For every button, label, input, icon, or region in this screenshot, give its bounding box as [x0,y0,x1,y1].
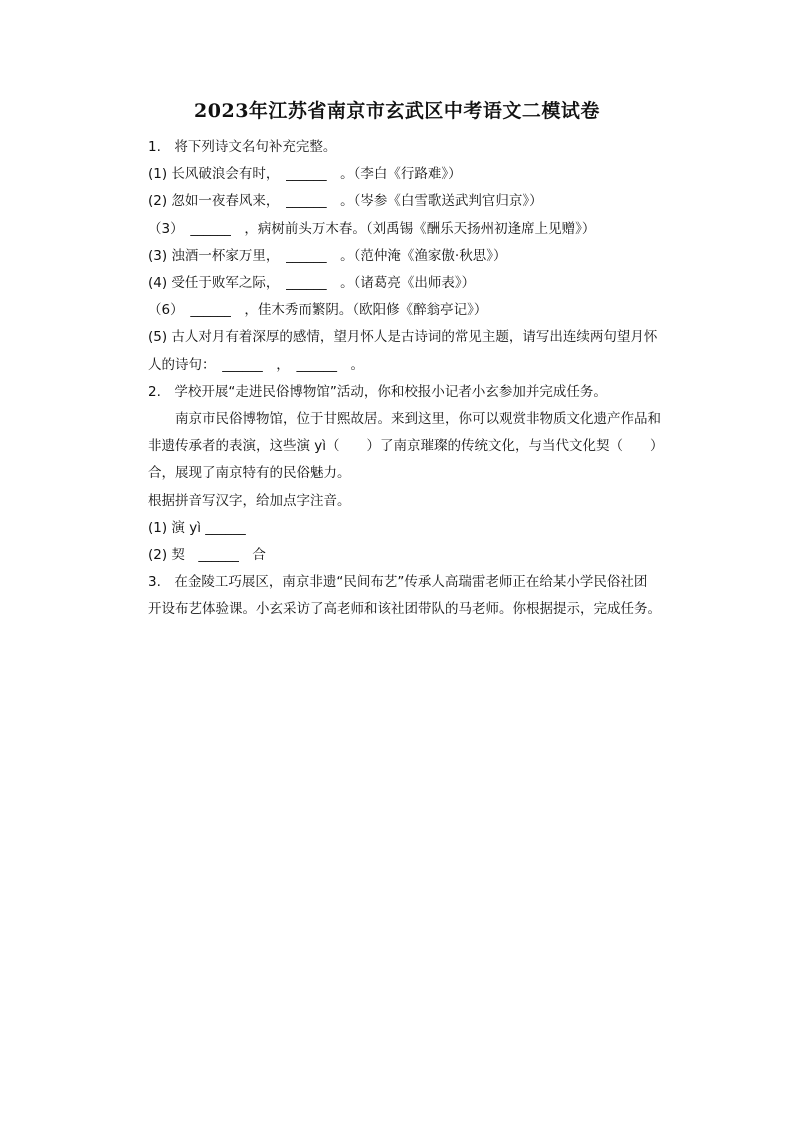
text-line: (2) 忽如一夜春风来， ______ 。（岑参《白雪歌送武判官归京》） [148,193,543,210]
text-line: (1) 演 yì ______ [148,519,246,536]
text-line: （3） ______ ，病树前头万木春。（刘禹锡《酬乐天扬州初逢席上见赠》） [148,220,596,237]
text-line: 南京市民俗博物馆，位于甘熙故居。来到这里，你可以观赏非物质文化遗产作品和 [175,411,661,428]
text-line: (1) 长风破浪会有时， ______ 。（李白《行路难》） [148,166,462,183]
text-line: 3. 在金陵工巧展区，南京非遗“民间布艺”传承人高瑞雷老师正在给某小学民俗社团 [148,574,648,591]
exam-content [148,134,688,624]
text-line: 人的诗句： ______ ， ______ 。 [148,356,364,373]
text-line: 1. 将下列诗文名句补充完整。 [148,139,337,155]
text-line: 根据拼音写汉字，给加点字注音。 [148,492,351,509]
exam-title: 2023年江苏省南京市玄武区中考语文二模试卷 [194,100,600,122]
text-line: 2. 学校开展“走进民俗博物馆”活动，你和校报小记者小玄参加并完成任务。 [148,383,607,400]
text-line: (4) 受任于败军之际， ______ 。（诸葛亮《出师表》） [148,275,476,292]
text-line: (5) 古人对月有着深厚的感情，望月怀人是古诗词的常见主题，请写出连续两句望月怀 [148,329,658,346]
text-line: (2) 契 ______ 合 [148,547,266,564]
text-line: (3) 浊酒一杯家万里， ______ 。（范仲淹《渔家傲·秋思》） [148,247,507,264]
text-line: 非遗传承者的表演，这些演 yì（ ）了南京璀璨的传统文化，与当代文化契（ ） [148,438,664,455]
text-line: 合，展现了南京特有的民俗魅力。 [148,465,351,482]
text-line: （6） ______ ，佳木秀而繁阴。（欧阳修《醉翁亭记》） [148,302,488,319]
text-line: 开设布艺体验课。小玄采访了高老师和该社团带队的马老师。你根据提示，完成任务。 [148,601,661,618]
